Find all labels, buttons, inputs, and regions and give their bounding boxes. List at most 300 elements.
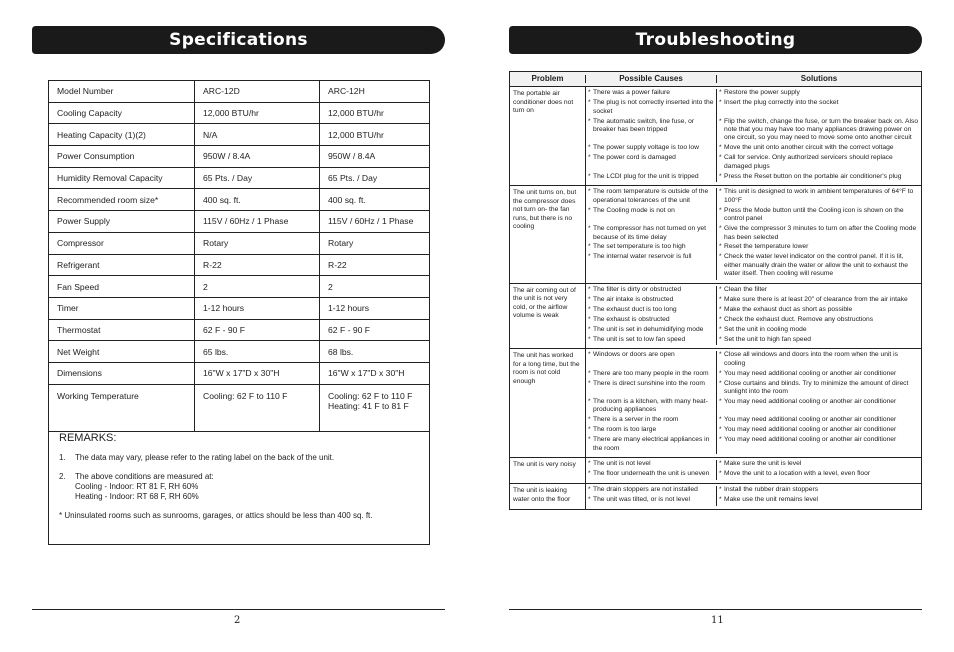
- bullet-asterisk: *: [719, 315, 722, 323]
- solution-text: Check the exhaust duct. Remove any obstructions: [724, 315, 874, 323]
- cause-cell: [586, 154, 717, 172]
- solution-item: [719, 496, 919, 504]
- bullet-asterisk: *: [719, 305, 722, 313]
- cause-solution-pair: [586, 351, 921, 369]
- remark-text: The above conditions are measured at:: [75, 472, 214, 481]
- remark-heating-condition: Heating - Indoor: RT 68 F, RH 60%: [75, 492, 199, 501]
- troubleshooting-row: [510, 484, 921, 509]
- spec-value-arc-12d: 16"W x 17"D x 30"H: [195, 362, 320, 384]
- header-solutions: Solutions: [800, 74, 838, 83]
- problem-cell: The air coming out of the unit is not very cold, or the airflow volume is weak: [510, 284, 586, 348]
- cause-cell: [586, 296, 717, 306]
- specifications-panel: [48, 80, 430, 545]
- spec-value-arc-12h: 400 sq. ft.: [320, 189, 430, 211]
- page-number-right: 11: [711, 615, 724, 626]
- cause-solution-group: [586, 284, 921, 348]
- bullet-asterisk: *: [588, 225, 591, 233]
- solution-cell: [717, 326, 921, 336]
- solution-text: Call for service. Only authorized servicers should replace damaged plugs: [724, 154, 893, 170]
- cause-cell: [586, 173, 717, 183]
- cause-item: [588, 118, 714, 135]
- spec-label: Humidity Removal Capacity: [49, 167, 195, 189]
- solution-text: Install the rubber drain stoppers: [724, 486, 819, 494]
- bullet-asterisk: *: [588, 243, 591, 251]
- solution-item: [719, 336, 919, 344]
- cause-text: The Cooling mode is not on: [593, 206, 675, 214]
- spec-value-arc-12d: 65 lbs.: [195, 341, 320, 363]
- cause-solution-pair: [586, 460, 921, 470]
- spec-value-arc-12h: 12,000 BTU/hr: [320, 124, 430, 146]
- remark-item-2: [59, 472, 424, 502]
- bullet-asterisk: *: [588, 315, 591, 323]
- bullet-asterisk: *: [588, 496, 591, 504]
- cause-text: The exhaust duct is too long: [593, 305, 677, 313]
- troubleshooting-row: [510, 186, 921, 284]
- bullet-asterisk: *: [719, 379, 722, 387]
- solution-text: Make the exhaust duct as short as possible: [724, 305, 853, 313]
- cause-solution-pair: [586, 89, 921, 99]
- cause-text: The compressor has not turned on yet because of its time delay: [593, 225, 707, 241]
- cause-text: The plug is not correctly inserted into the socket: [593, 99, 714, 115]
- cause-cell: [586, 207, 717, 225]
- bullet-asterisk: *: [719, 117, 722, 125]
- bullet-asterisk: *: [588, 436, 591, 444]
- solution-text: Make sure the unit is level: [724, 460, 802, 468]
- spec-value-arc-12h: 1-12 hours: [320, 297, 430, 319]
- solution-item: [719, 398, 919, 406]
- cause-solution-pair: [586, 426, 921, 436]
- cause-item: [588, 460, 714, 468]
- bullet-asterisk: *: [719, 436, 722, 444]
- cause-text: The room temperature is outside of the operational tolerances of the unit: [593, 188, 709, 204]
- cause-item: [588, 173, 714, 181]
- cause-cell: [586, 118, 717, 145]
- cause-cell: [586, 326, 717, 336]
- cause-item: [588, 496, 714, 504]
- spec-row: [49, 297, 429, 319]
- problem-cell: The unit turns on, but the compressor does not turn on- the fan runs, but there is no cooling: [510, 186, 586, 283]
- solution-cell: [717, 99, 921, 117]
- solution-item: [719, 286, 919, 294]
- solution-item: [719, 486, 919, 494]
- cause-cell: [586, 253, 717, 280]
- problem-cell: The portable air conditioner does not turn on: [510, 87, 586, 185]
- spec-row: [49, 102, 429, 124]
- cause-solution-pair: [586, 470, 921, 480]
- spec-value-arc-12h: Rotary: [320, 232, 430, 254]
- solution-cell: [717, 89, 921, 99]
- cause-text: There is a server in the room: [593, 416, 679, 424]
- spec-label: Refrigerant: [49, 254, 195, 276]
- solution-text: Make use the unit remains level: [724, 496, 819, 504]
- spec-row: [49, 341, 429, 363]
- cause-text: The room is a kitchen, with many heat-producing appliances: [593, 398, 708, 414]
- solution-cell: [717, 144, 921, 154]
- solution-text: You may need additional cooling or another air conditioner: [724, 369, 897, 377]
- specifications-table: [49, 81, 429, 432]
- bullet-asterisk: *: [719, 426, 722, 434]
- spec-row: [49, 81, 429, 102]
- spec-label: Thermostat: [49, 319, 195, 341]
- solution-item: [719, 436, 919, 444]
- spec-value-arc-12d: 62 F - 90 F: [195, 319, 320, 341]
- spec-label: Cooling Capacity: [49, 102, 195, 124]
- bullet-asterisk: *: [719, 325, 722, 333]
- cause-item: [588, 188, 714, 205]
- bullet-asterisk: *: [719, 144, 722, 152]
- bullet-asterisk: *: [719, 335, 722, 343]
- spec-row: [49, 124, 429, 146]
- cause-item: [588, 351, 714, 359]
- spec-row: [49, 189, 429, 211]
- cause-solution-pair: [586, 486, 921, 496]
- spec-label: Fan Speed: [49, 276, 195, 298]
- spec-row: [49, 254, 429, 276]
- solution-cell: [717, 316, 921, 326]
- bullet-asterisk: *: [588, 154, 591, 162]
- bullet-asterisk: *: [719, 351, 722, 359]
- spec-label: Dimensions: [49, 362, 195, 384]
- solution-cell: [717, 306, 921, 316]
- cause-item: [588, 253, 714, 261]
- cause-text: The unit is not level: [593, 460, 651, 468]
- spec-row-working-temperature: [49, 384, 429, 431]
- cause-item: [588, 370, 714, 378]
- bullet-asterisk: *: [588, 144, 591, 152]
- cause-cell: [586, 316, 717, 326]
- cause-text: The floor underneath the unit is uneven: [593, 470, 710, 478]
- solution-text: Close curtains and blinds. Try to minimize the amount of direct sunlight into the room: [724, 379, 909, 396]
- solution-cell: [717, 243, 921, 253]
- spec-label: Power Supply: [49, 211, 195, 233]
- cause-cell: [586, 351, 717, 369]
- solution-cell: [717, 460, 921, 470]
- solution-item: [719, 188, 919, 205]
- spec-value-arc-12d: 400 sq. ft.: [195, 189, 320, 211]
- spec-value-arc-12d: 1-12 hours: [195, 297, 320, 319]
- solution-cell: [717, 336, 921, 346]
- bullet-asterisk: *: [719, 470, 722, 478]
- remarks-footnote: * Uninsulated rooms such as sunrooms, garages, or attics should be less than 400 sq. ft.: [59, 511, 373, 520]
- cause-item: [588, 486, 714, 494]
- cause-solution-pair: [586, 173, 921, 183]
- cause-cell: [586, 144, 717, 154]
- cause-text: The automatic switch, line fuse, or breaker has been tripped: [593, 117, 695, 134]
- cause-cell: [586, 380, 717, 398]
- spec-row: [49, 319, 429, 341]
- bullet-asterisk: *: [588, 206, 591, 214]
- right-footer-divider: [509, 609, 922, 610]
- bullet-asterisk: *: [719, 460, 722, 468]
- troubleshooting-row: [510, 284, 921, 349]
- cause-cell: [586, 398, 717, 416]
- cause-cell: [586, 496, 717, 506]
- cause-solution-pair: [586, 316, 921, 326]
- spec-label: Model Number: [49, 81, 195, 102]
- working-temp-cooling: Cooling: 62 F to 110 F: [328, 390, 413, 401]
- bullet-asterisk: *: [719, 206, 722, 214]
- solution-text: You may need additional cooling or another air conditioner: [724, 436, 897, 444]
- bullet-asterisk: *: [588, 335, 591, 343]
- cause-item: [588, 89, 714, 97]
- bullet-asterisk: *: [719, 416, 722, 424]
- spec-value-arc-12d: 950W / 8.4A: [195, 146, 320, 168]
- solution-item: [719, 89, 919, 97]
- solution-text: Insert the plug correctly into the socket: [724, 99, 839, 107]
- cause-solution-pair: [586, 436, 921, 454]
- spec-value-arc-12h: 16"W x 17"D x 30"H: [320, 362, 430, 384]
- cause-cell: [586, 188, 717, 206]
- cause-cell: [586, 486, 717, 496]
- cause-text: There is direct sunshine into the room: [593, 379, 705, 387]
- spec-value-arc-12h: 2: [320, 276, 430, 298]
- spec-value-arc-12h: 12,000 BTU/hr: [320, 102, 430, 124]
- spec-label: Compressor: [49, 232, 195, 254]
- cause-item: [588, 336, 714, 344]
- header-problem: Problem: [510, 75, 586, 83]
- cause-text: The drain stoppers are not installed: [593, 486, 698, 494]
- bullet-asterisk: *: [588, 286, 591, 294]
- spec-label: Timer: [49, 297, 195, 319]
- bullet-asterisk: *: [719, 486, 722, 494]
- specifications-banner: Specifications: [32, 26, 445, 54]
- cause-item: [588, 207, 714, 215]
- cause-solution-pair: [586, 99, 921, 117]
- cause-text: There are too many people in the room: [593, 369, 709, 377]
- bullet-asterisk: *: [588, 172, 591, 180]
- spec-value-arc-12h: 62 F - 90 F: [320, 319, 430, 341]
- cause-text: The air intake is obstructed: [593, 295, 674, 303]
- bullet-asterisk: *: [719, 172, 722, 180]
- spec-value-arc-12h: R-22: [320, 254, 430, 276]
- solution-text: This unit is designed to work in ambient temperatures of 64°F to 100°F: [724, 188, 914, 204]
- cause-item: [588, 398, 714, 415]
- solution-cell: [717, 486, 921, 496]
- bullet-asterisk: *: [719, 253, 722, 261]
- solution-text: Move the unit to a location with a level, even floor: [724, 470, 871, 478]
- cause-solution-pair: [586, 296, 921, 306]
- solution-item: [719, 225, 919, 242]
- bullet-asterisk: *: [719, 295, 722, 303]
- cause-text: There are many electrical appliances in the room: [593, 436, 710, 452]
- solution-item: [719, 316, 919, 324]
- cause-solution-group: [586, 186, 921, 283]
- bullet-asterisk: *: [588, 398, 591, 405]
- solution-item: [719, 306, 919, 314]
- spec-value-arc-12d: Rotary: [195, 232, 320, 254]
- bullet-asterisk: *: [588, 295, 591, 303]
- solution-cell: [717, 398, 921, 416]
- troubleshooting-row: [510, 349, 921, 458]
- solution-text: Give the compressor 3 minutes to turn on after the Cooling mode has been selected: [724, 225, 917, 241]
- cause-solution-pair: [586, 253, 921, 280]
- bullet-asterisk: *: [719, 225, 722, 233]
- solution-text: Set the unit in cooling mode: [724, 325, 807, 333]
- solution-text: Set the unit to high fan speed: [724, 335, 812, 343]
- spec-value-arc-12h: 65 Pts. / Day: [320, 167, 430, 189]
- solution-text: Flip the switch, change the fuse, or turn the breaker back on. Also note that you may have too many appliances drawing power on one circuit, so you may need to move some onto another circuit: [724, 117, 919, 142]
- cause-item: [588, 243, 714, 251]
- cause-solution-group: [586, 87, 921, 185]
- cause-solution-pair: [586, 380, 921, 398]
- remarks-section: [59, 433, 424, 521]
- cause-text: The exhaust is obstructed: [593, 315, 670, 323]
- solution-text: You may need additional cooling or another air conditioner: [724, 416, 897, 424]
- cause-text: The power cord is damaged: [593, 154, 676, 162]
- cause-solution-pair: [586, 118, 921, 145]
- solution-cell: [717, 370, 921, 380]
- spec-row: [49, 211, 429, 233]
- cause-solution-pair: [586, 188, 921, 206]
- spec-value-arc-12h: [320, 384, 430, 431]
- solution-text: Restore the power supply: [724, 89, 800, 97]
- cause-text: The LCDI plug for the unit is tripped: [593, 172, 699, 180]
- spec-value-arc-12d: 65 Pts. / Day: [195, 167, 320, 189]
- solution-item: [719, 154, 919, 171]
- cause-cell: [586, 336, 717, 346]
- cause-solution-pair: [586, 286, 921, 296]
- spec-label: Working Temperature: [49, 384, 195, 431]
- bullet-asterisk: *: [588, 369, 591, 377]
- remarks-title: REMARKS:: [59, 432, 117, 444]
- solution-cell: [717, 286, 921, 296]
- spec-row: [49, 146, 429, 168]
- cause-solution-group: [586, 484, 921, 509]
- solution-cell: [717, 380, 921, 398]
- bullet-asterisk: *: [719, 398, 722, 405]
- spec-value-arc-12h: 115V / 60Hz / 1 Phase: [320, 211, 430, 233]
- cause-solution-pair: [586, 326, 921, 336]
- cause-text: The unit is set to low fan speed: [593, 335, 686, 343]
- bullet-asterisk: *: [588, 188, 591, 196]
- spec-row: [49, 362, 429, 384]
- spec-value-arc-12h: 950W / 8.4A: [320, 146, 430, 168]
- cause-solution-pair: [586, 144, 921, 154]
- spec-value-arc-12d: 12,000 BTU/hr: [195, 102, 320, 124]
- cause-item: [588, 286, 714, 294]
- bullet-asterisk: *: [719, 89, 722, 97]
- solution-cell: [717, 296, 921, 306]
- cause-cell: [586, 99, 717, 117]
- troubleshooting-banner: Troubleshooting: [509, 26, 922, 54]
- cause-text: The set temperature is too high: [593, 243, 686, 251]
- cause-text: The filter is dirty or obstructed: [593, 286, 682, 294]
- solution-cell: [717, 188, 921, 206]
- cause-cell: [586, 286, 717, 296]
- cause-item: [588, 154, 714, 162]
- spec-value-arc-12h: ARC-12H: [320, 81, 430, 102]
- bullet-asterisk: *: [588, 470, 591, 478]
- problem-cell: The unit has worked for a long time, but the room is not cold enough: [510, 349, 586, 457]
- cause-solution-pair: [586, 496, 921, 506]
- bullet-asterisk: *: [719, 188, 722, 196]
- bullet-asterisk: *: [588, 253, 591, 261]
- solution-cell: [717, 416, 921, 426]
- solution-text: Clean the filter: [724, 286, 768, 294]
- cause-solution-pair: [586, 416, 921, 426]
- cause-solution-pair: [586, 336, 921, 346]
- troubleshooting-header-row: [510, 72, 921, 87]
- cause-cell: [586, 460, 717, 470]
- solution-item: [719, 460, 919, 468]
- solution-item: [719, 207, 919, 224]
- cause-item: [588, 436, 714, 453]
- solution-text: You may need additional cooling or another air conditioner: [724, 426, 897, 434]
- cause-solution-group: [586, 349, 921, 457]
- solution-text: Make sure there is at least 20" of clearance from the air intake: [724, 295, 908, 303]
- solution-text: Press the Reset button on the portable air conditioner's plug: [724, 172, 902, 180]
- spec-label: Net Weight: [49, 341, 195, 363]
- cause-text: The unit is set in dehumidifying mode: [593, 325, 704, 333]
- cause-text: The unit was tilted, or is not level: [593, 496, 691, 504]
- remark-text: The data may vary, please refer to the rating label on the back of the unit.: [75, 453, 335, 462]
- solution-cell: [717, 154, 921, 172]
- header-possible-causes: Possible Causes: [586, 75, 717, 83]
- cause-text: There was a power failure: [593, 89, 670, 97]
- problem-cell: The unit is very noisy: [510, 458, 586, 483]
- cause-cell: [586, 225, 717, 243]
- cause-solution-pair: [586, 243, 921, 253]
- cause-item: [588, 296, 714, 304]
- cause-cell: [586, 89, 717, 99]
- solution-text: Check the water level indicator on the control panel. If it is lit, either manually drain the water or allow the unit to exhaust the water itself. Then cooling will resume: [724, 253, 909, 278]
- cause-solution-pair: [586, 225, 921, 243]
- solution-item: [719, 118, 919, 143]
- cause-item: [588, 426, 714, 434]
- solution-item: [719, 243, 919, 251]
- spec-value-arc-12h: 68 lbs.: [320, 341, 430, 363]
- spec-row: [49, 276, 429, 298]
- bullet-asterisk: *: [588, 351, 591, 359]
- cause-solution-pair: [586, 306, 921, 316]
- cause-cell: [586, 416, 717, 426]
- troubleshooting-row: [510, 87, 921, 186]
- bullet-asterisk: *: [588, 460, 591, 468]
- cause-item: [588, 144, 714, 152]
- cause-item: [588, 306, 714, 314]
- solution-cell: [717, 351, 921, 369]
- cause-text: Windows or doors are open: [593, 351, 675, 359]
- solution-item: [719, 370, 919, 378]
- solution-item: [719, 426, 919, 434]
- solution-item: [719, 253, 919, 278]
- solution-cell: [717, 253, 921, 280]
- bullet-asterisk: *: [588, 99, 591, 107]
- solution-text: Press the Mode button until the Cooling icon is shown on the control panel: [724, 206, 904, 223]
- bullet-asterisk: *: [719, 496, 722, 504]
- solution-item: [719, 144, 919, 152]
- solution-cell: [717, 173, 921, 183]
- bullet-asterisk: *: [588, 89, 591, 97]
- solution-item: [719, 326, 919, 334]
- remark-number: 2.: [59, 472, 66, 481]
- bullet-asterisk: *: [588, 426, 591, 434]
- spec-row: [49, 167, 429, 189]
- cause-solution-pair: [586, 398, 921, 416]
- solution-cell: [717, 470, 921, 480]
- solution-cell: [717, 207, 921, 225]
- cause-item: [588, 99, 714, 116]
- solution-item: [719, 351, 919, 368]
- spec-value-arc-12d: 2: [195, 276, 320, 298]
- cause-item: [588, 380, 714, 388]
- bullet-asterisk: *: [588, 305, 591, 313]
- spec-row: [49, 232, 429, 254]
- cause-text: The internal water reservoir is full: [593, 253, 692, 261]
- solution-text: You may need additional cooling or another air conditioner: [724, 398, 897, 405]
- cause-item: [588, 470, 714, 478]
- cause-cell: [586, 426, 717, 436]
